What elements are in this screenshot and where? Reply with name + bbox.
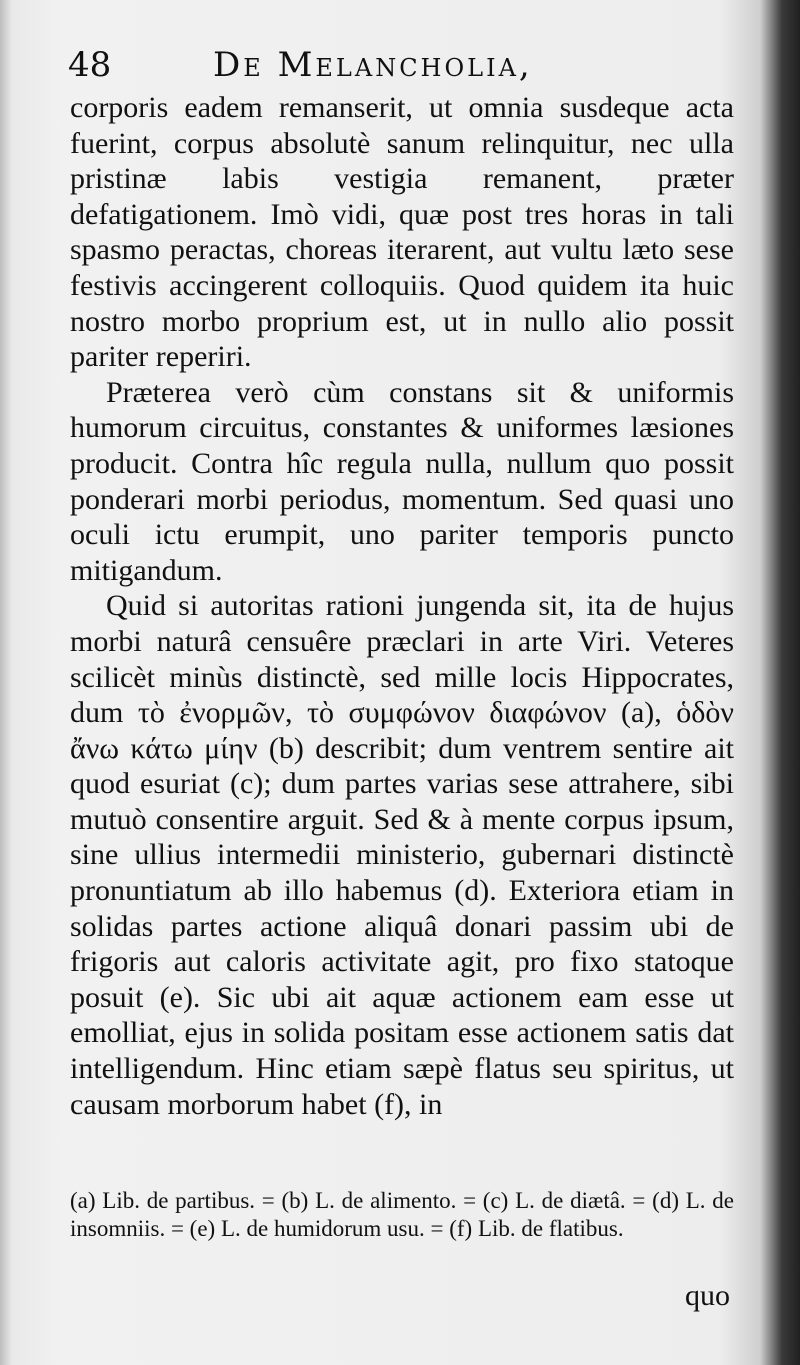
paragraph-1: corporis eadem remanserit, ut omnia susdeque acta fuerint, corpus absolutè sanum relinquitur, nec ulla pristinæ labis vestigia remanent, præter defatigationem. Imò vidi, quæ post tres horas in tali spasmo peractas, choreas iterarent, aut vultu læto sese festivis accingerent colloquiis. Quod quidem ita huic nostro morbo proprium est, ut in nullo alio possit pariter reperiri. [70, 91, 734, 374]
main-text [70, 90, 734, 1122]
page-number: 48 [68, 45, 112, 85]
page-header [68, 42, 608, 88]
catchword: quo [685, 1279, 730, 1312]
paragraph-3: Quid si autoritas rationi jungenda sit, ita de hujus morbi naturâ censuêre præclari in arte Viri. Veteres scilicèt minùs distinctè, sed mille locis Hippocrates, dum τὸ ἐνορμῶν, τὸ συμφώνον διαφώνον (a), ὁδὸν ἄνω κάτω μίην (b) describit; dum ventrem sentire ait quod esuriat (c); dum partes varias sese attrahere, sibi mutuò consentire arguit. Sed & à mente corpus ipsum, sine ullius intermedii ministerio, gubernari distinctè pronuntiatum ab illo habemus (d). Exteriora etiam in solidas partes actione aliquâ donari passim ubi de frigoris aut caloris activitate agit, pro fixo statoque posuit (e). Sic ubi ait aquæ actionem eam esse ut emolliat, ejus in solida positam esse actionem satis dat intelligendum. Hinc etiam sæpè flatus seu spiritus, ut causam morborum habet (f), in [70, 589, 734, 1121]
footnotes: (a) Lib. de partibus. = (b) L. de alimento. = (c) L. de diætâ. = (d) L. de insomniis. = (e) L. de humidorum usu. = (f) Lib. de flatibus. [70, 1188, 734, 1241]
paragraph-2: Præterea verò cùm constans sit & uniformis humorum circuitus, constantes & uniformes læsiones producit. Contra hîc regula nulla, nullum quo possit ponderari morbi periodus, momentum. Sed quasi uno oculi ictu erumpit, uno pariter temporis puncto mitigandum. [70, 375, 734, 587]
running-title: De Melancholia, [213, 45, 533, 85]
